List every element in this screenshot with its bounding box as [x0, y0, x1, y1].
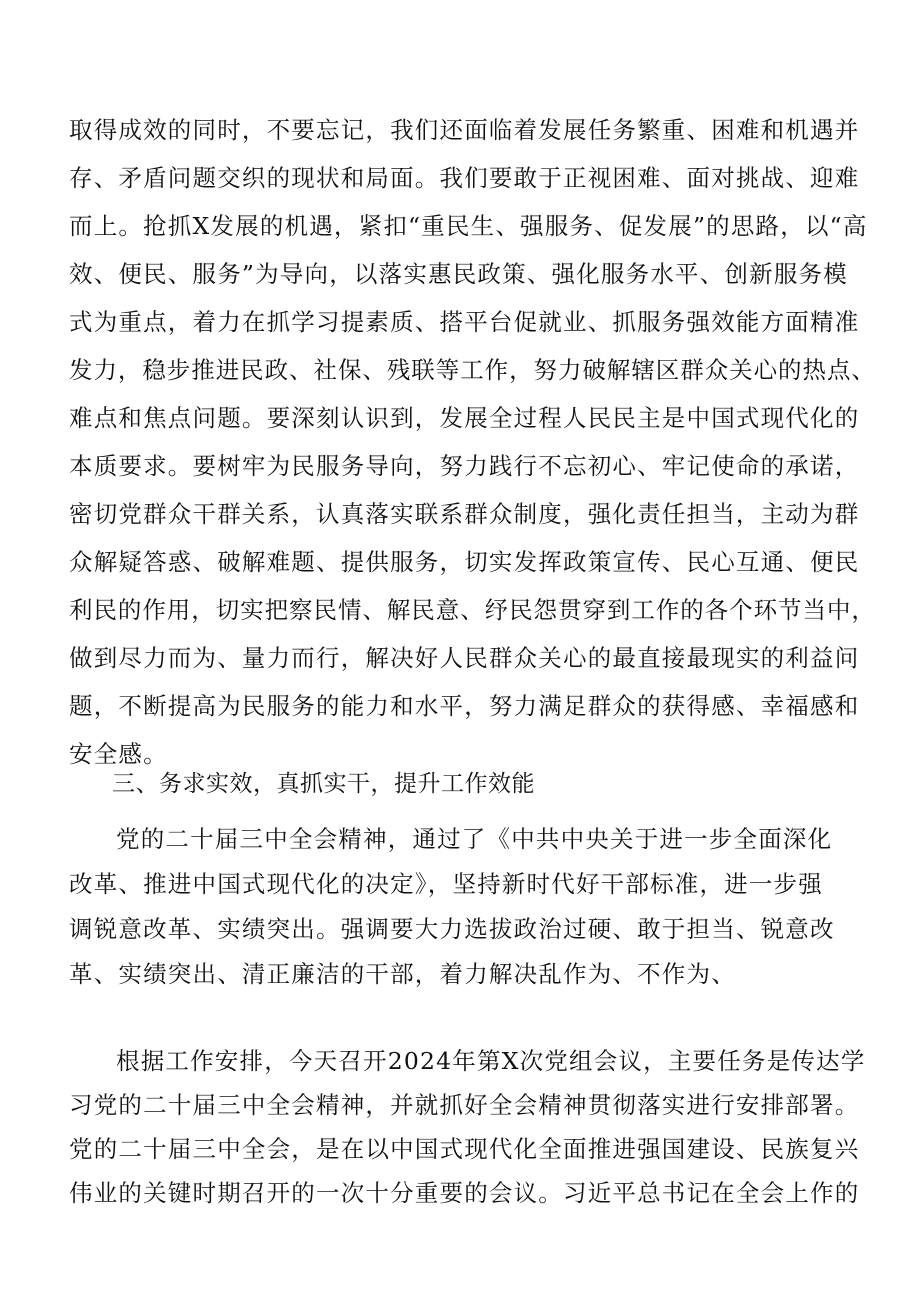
paragraph-2-line-2: 改革、推进中国式现代化的决定》，坚持新时代好干部标准，进一步强 — [69, 870, 823, 898]
paragraph-2-line-1: 党的二十届三中全会精神，通过了《中共中央关于进一步全面深化 — [116, 825, 833, 853]
paragraph-2-line-3: 调锐意改革、实绩突出。强调要大力选拔政治过硬、敢于担当、锐意改 — [69, 915, 835, 943]
paragraph-3-line-2: 习党的二十届三中全会精神，并就抓好全会精神贯彻落实进行安排部署。 — [69, 1091, 860, 1119]
paragraph-2-line-4: 革、实绩突出、清正廉洁的干部，着力解决乱作为、不作为、 — [69, 960, 736, 988]
paragraph-3-line-1: 根据工作安排，今天召开2024年第X次党组会议，主要任务是传达学 — [116, 1047, 866, 1075]
paragraph-1-line-5: 式为重点，着力在抓学习提素质、搭平台促就业、抓服务强效能方面精准 — [69, 308, 860, 336]
paragraph-1-line-14: 安全感。 — [69, 740, 168, 768]
paragraph-1-line-3: 而上。抢抓X发展的机遇，紧扣“重民生、强服务、促发展”的思路，以“高 — [69, 212, 868, 240]
paragraph-1-line-6: 发力，稳步推进民政、社保、残联等工作，努力破解辖区群众关心的热点、 — [69, 356, 876, 384]
section-heading: 三、务求实效，真抓实干，提升工作效能 — [112, 771, 535, 797]
paragraph-1-line-8: 本质要求。要树牢为民服务导向，努力践行不忘初心、牢记使命的承诺， — [69, 452, 860, 480]
paragraph-1-line-9: 密切党群众干群关系，认真落实联系群众制度，强化责任担当，主动为群 — [69, 500, 860, 528]
paragraph-1-line-12: 做到尽力而为、量力而行，解决好人民群众关心的最直接最现实的利益问 — [69, 644, 860, 672]
paragraph-1-line-1: 取得成效的同时，不要忘记，我们还面临着发展任务繁重、困难和机遇并 — [69, 116, 860, 144]
paragraph-1-line-2: 存、矛盾问题交织的现状和局面。我们要敢于正视困难、面对挑战、迎难 — [69, 164, 860, 192]
paragraph-1-line-11: 利民的作用，切实把察民情、解民意、纾民怨贯穿到工作的各个环节当中， — [69, 596, 876, 624]
paragraph-1-line-7: 难点和焦点问题。要深刻认识到，发展全过程人民民主是中国式现代化的 — [69, 404, 860, 432]
paragraph-1-line-10: 众解疑答惑、破解难题、提供服务，切实发挥政策宣传、民心互通、便民 — [69, 548, 860, 576]
paragraph-3-line-3: 党的二十届三中全会，是在以中国式现代化全面推进强国建设、民族复兴 — [69, 1135, 860, 1163]
paragraph-3-line-4: 伟业的关键时期召开的一次十分重要的会议。习近平总书记在全会上作的 — [69, 1179, 860, 1207]
paragraph-1-line-4: 效、便民、服务”为导向，以落实惠民政策、强化服务水平、创新服务模 — [69, 260, 848, 288]
paragraph-1-line-13: 题，不断提高为民服务的能力和水平，努力满足群众的获得感、幸福感和 — [69, 692, 860, 720]
